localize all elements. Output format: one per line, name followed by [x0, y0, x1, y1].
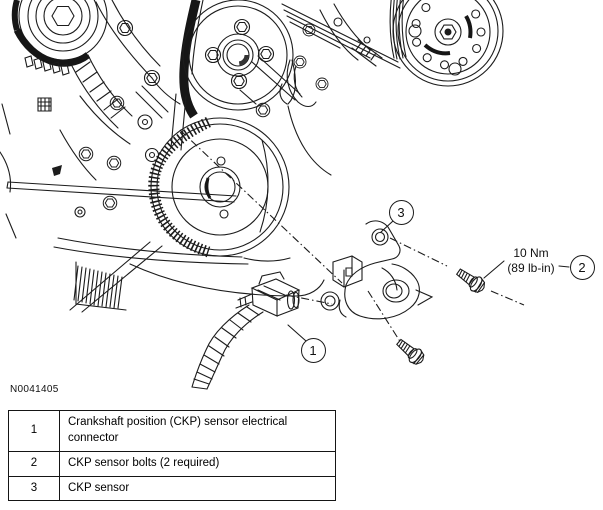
- legend-item-number: 2: [9, 452, 60, 477]
- crankshaft-pulley: [138, 115, 289, 256]
- callout-leaders: [288, 221, 569, 341]
- table-row: [9, 452, 336, 477]
- legend-item-description: CKP sensor: [60, 476, 336, 501]
- figure-id-label: N0041405: [10, 384, 59, 395]
- callout-3-marker: 3: [389, 200, 414, 225]
- ckp-sensor-bolts: [394, 265, 488, 367]
- table-row: [9, 411, 336, 452]
- table-row: [9, 476, 336, 501]
- torque-spec-label: [492, 246, 570, 275]
- lower-engine-structure: [7, 60, 331, 312]
- legend-item-number: 1: [9, 411, 60, 452]
- callout-2-marker: 2: [570, 255, 595, 280]
- callout-1-marker: 1: [301, 338, 326, 363]
- torque-imperial-value: (89 lb-in): [507, 260, 555, 275]
- legend-table: [8, 410, 336, 501]
- legend-item-number: 3: [9, 476, 60, 501]
- water-pump-pulley: [183, 0, 293, 116]
- torque-metric-value: 10 Nm: [513, 246, 549, 260]
- ac-compressor-clutch: [282, 0, 503, 107]
- legend-item-description: CKP sensor bolts (2 required): [60, 452, 336, 477]
- ckp-electrical-connector: [192, 272, 299, 389]
- legend-item-description: Crankshaft position (CKP) sensor electrical connector: [60, 411, 336, 452]
